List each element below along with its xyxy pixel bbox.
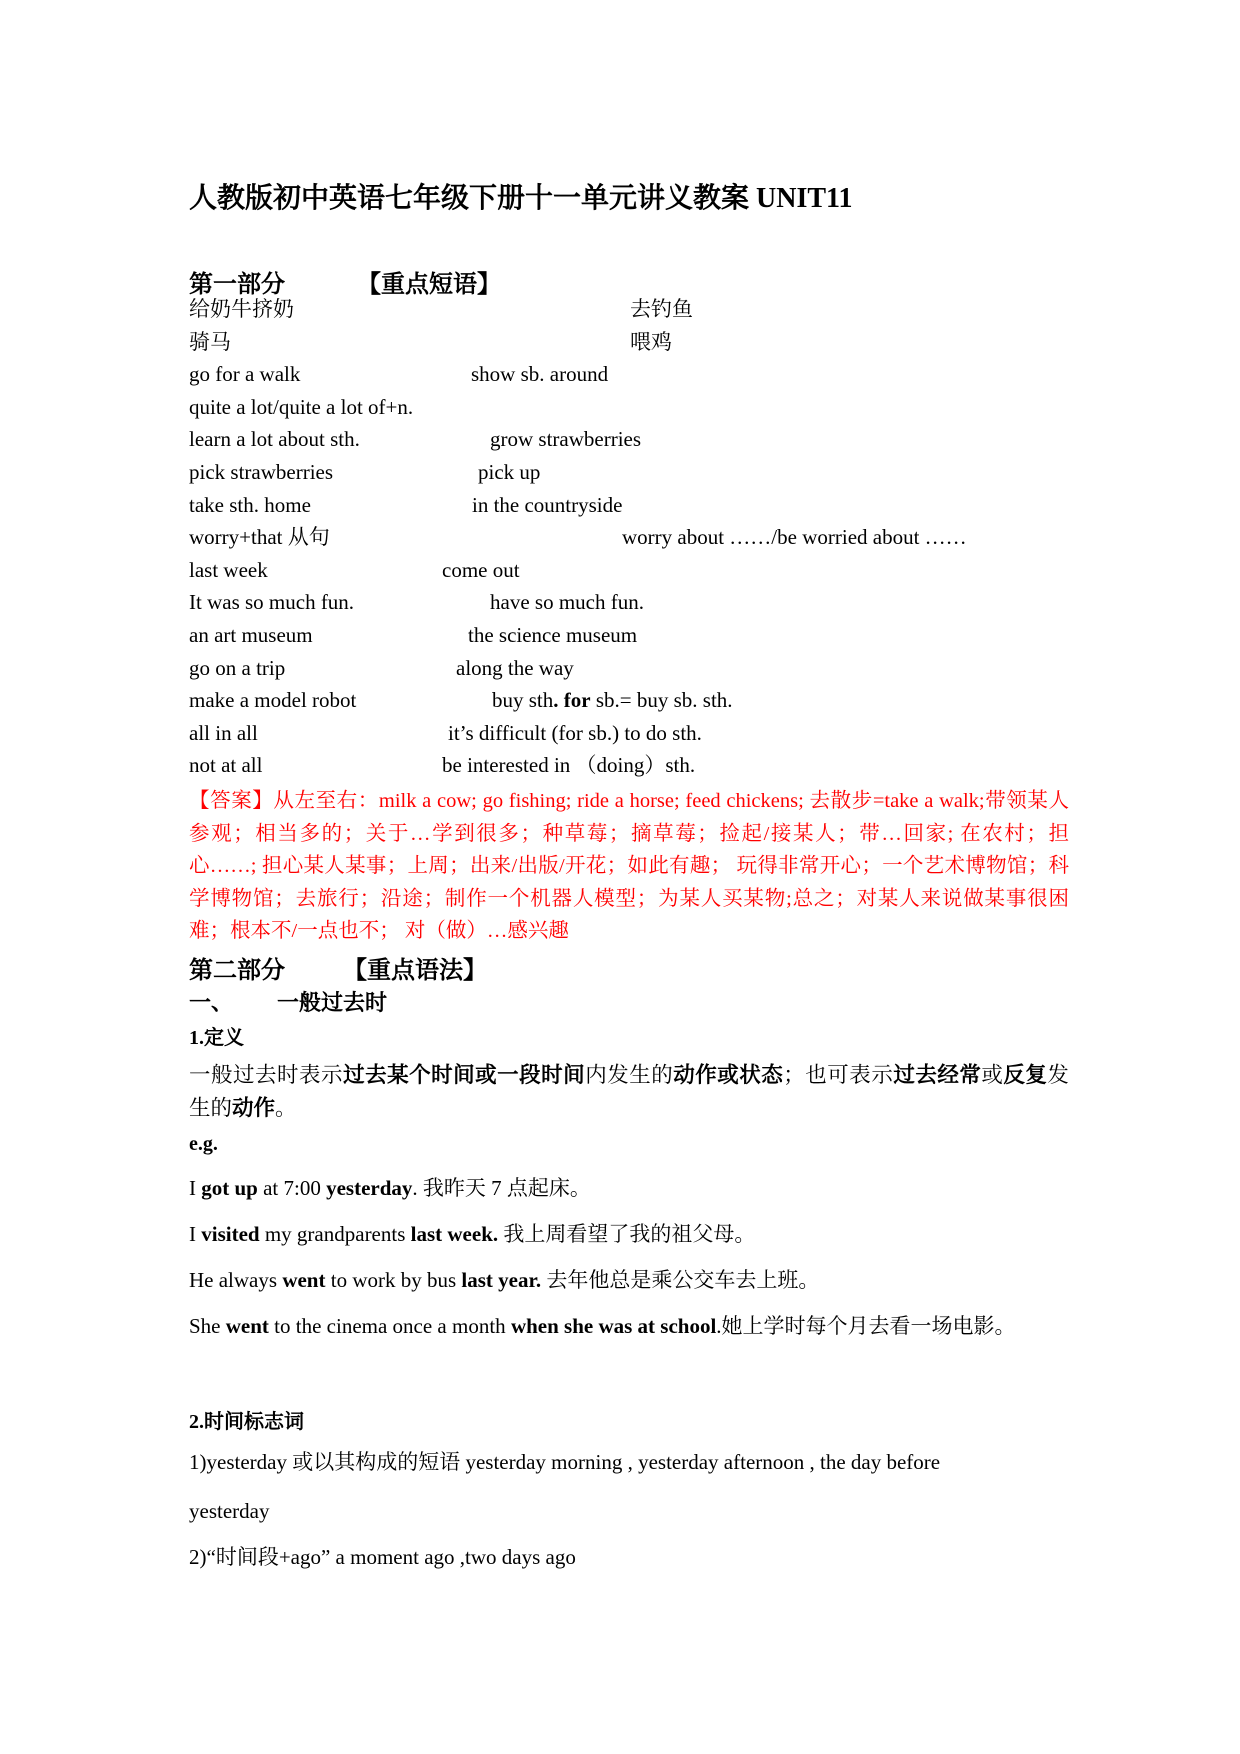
phrase-left: all in all <box>189 720 258 745</box>
phrase-right: grow strawberries <box>490 427 642 452</box>
example-sentence <box>189 1311 1016 1341</box>
definition-text: 一般过去时表示 <box>189 1063 344 1087</box>
phrase-row <box>189 554 1069 587</box>
definition-bold: 过去经常 <box>893 1063 982 1087</box>
example-text: I <box>189 1222 202 1246</box>
part-two-bracket: 【重点语法】 <box>343 958 487 984</box>
phrase-row <box>189 391 1069 424</box>
phrase-row <box>189 456 1069 489</box>
definition-paragraph <box>189 1059 1069 1125</box>
phrase-right: 去钓鱼 <box>630 297 693 321</box>
phrase-row <box>189 586 1069 619</box>
time-words-heading: 2.时间标志词 <box>189 1411 304 1433</box>
example-text: . 我昨天 7 点起床。 <box>412 1176 591 1200</box>
example-text: to the cinema once a month <box>268 1314 511 1338</box>
phrase-right: it’s difficult (for sb.) to do sth. <box>448 720 702 745</box>
phrase-left: pick strawberries <box>189 459 334 484</box>
phrase-right: in the countryside <box>472 492 623 517</box>
part-two-label: 第二部分 <box>189 958 285 984</box>
phrase-row <box>189 326 1069 359</box>
example-sentence <box>189 1173 591 1203</box>
part-one-bracket: 【重点短语】 <box>357 272 501 298</box>
phrase-left: go on a trip <box>189 655 286 680</box>
example-text: .她上学时每个月去看一场电影。 <box>716 1314 1016 1338</box>
example-text: 我上周看望了我的祖父母。 <box>498 1222 756 1246</box>
example-text: to work by bus <box>325 1268 462 1292</box>
definition-heading: 1.定义 <box>189 1027 244 1049</box>
phrase-left: an art museum <box>189 622 313 647</box>
phrase-right: have so much fun. <box>490 590 644 615</box>
phrase-row <box>189 684 1069 717</box>
phrase-row <box>189 293 1069 326</box>
phrase-right-part: sb.= buy sb. sth. <box>590 688 733 713</box>
phrase-right <box>492 684 733 717</box>
phrase-row <box>189 749 1069 782</box>
phrase-right: along the way <box>456 655 574 680</box>
phrase-row <box>189 652 1069 685</box>
phrase-row <box>189 619 1069 652</box>
definition-bold: 动作 <box>232 1096 276 1120</box>
phrase-list <box>189 293 1069 782</box>
phrase-left: make a model robot <box>189 688 357 713</box>
example-text: She <box>189 1314 226 1338</box>
example-text: 去年他总是乘公交车去上班。 <box>541 1268 820 1292</box>
phrase-left: worry+that 从句 <box>189 525 330 550</box>
phrase-right: worry about ……/be worried about …… <box>622 525 967 550</box>
phrase-row <box>189 521 1069 554</box>
answer-paragraph: 【答案】从左至右：milk a cow; go fishing; ride a horse; feed chickens; 去散步=take a walk;带领某人参观；相当多的；关于…学到很多；种草莓；摘草莓；捡起/接某人；带…回家; 在农村；担心……; 担心某人某事；上周；出来/出版/开花；如此有趣； 玩得非常开心；一个艺术博物馆；科学博物馆；去旅行；沿途；制作一个机器人模型；为某人买某物;总之；对某人来说做某事很困难；根本不/一点也不； 对（做）…感兴趣 <box>189 790 1069 943</box>
example-text: at 7:00 <box>257 1176 327 1200</box>
example-sentence <box>189 1219 755 1249</box>
phrase-right: 喂鸡 <box>630 329 672 354</box>
phrase-row <box>189 358 1069 391</box>
example-text: I <box>189 1176 202 1200</box>
definition-text: 或 <box>981 1063 1004 1087</box>
example-sentence <box>189 1265 819 1295</box>
phrase-left: It was so much fun. <box>189 590 355 615</box>
time-words-line: yesterday <box>189 1499 270 1523</box>
example-bold: got up <box>201 1176 258 1200</box>
example-bold: went <box>225 1314 269 1338</box>
phrase-left: go for a walk <box>189 362 301 387</box>
grammar-section-title: 一般过去时 <box>277 990 388 1015</box>
phrase-left: not at all <box>189 753 263 778</box>
part-two-heading <box>189 950 487 985</box>
grammar-section-number: 一、 <box>189 990 234 1015</box>
phrase-left: 给奶牛挤奶 <box>189 297 294 321</box>
definition-text: ；也可表示 <box>783 1063 894 1087</box>
definition-text: 。 <box>275 1096 297 1120</box>
phrase-right: show sb. around <box>471 362 609 387</box>
phrase-left: take sth. home <box>189 492 311 517</box>
example-bold: visited <box>201 1222 260 1246</box>
example-label: e.g. <box>189 1133 218 1155</box>
phrase-left: quite a lot/quite a lot of+n. <box>189 394 414 419</box>
phrase-row <box>189 489 1069 522</box>
definition-text: 发生的 <box>189 1063 1069 1120</box>
phrase-left: 骑马 <box>189 329 231 354</box>
example-bold: yesterday <box>326 1176 413 1200</box>
definition-bold: 过去某个时间或一段时间 <box>343 1063 586 1087</box>
time-words-line: 2)“时间段+ago” a moment ago ,two days ago <box>189 1545 576 1569</box>
phrase-right-part: buy sth <box>492 688 554 713</box>
phrase-row <box>189 717 1069 750</box>
example-text: my grandparents <box>259 1222 411 1246</box>
example-bold: went <box>282 1268 326 1292</box>
example-bold: last week. <box>410 1222 499 1246</box>
definition-bold: 反复 <box>1003 1063 1048 1087</box>
phrase-left: learn a lot about sth. <box>189 427 360 452</box>
example-bold: when she was at school <box>510 1314 717 1338</box>
definition-bold: 动作或状态 <box>673 1063 784 1087</box>
phrase-right: pick up <box>478 459 541 484</box>
document-title: 人教版初中英语七年级下册十一单元讲义教案 UNIT11 <box>189 183 853 214</box>
example-bold: last year. <box>461 1268 542 1292</box>
phrase-left: last week <box>189 557 268 582</box>
part-one-label: 第一部分 <box>189 272 285 298</box>
phrase-right: come out <box>442 557 520 582</box>
example-text: He always <box>189 1268 283 1292</box>
phrase-row <box>189 423 1069 456</box>
phrase-right: the science museum <box>468 622 638 647</box>
definition-text: 内发生的 <box>585 1063 674 1087</box>
phrase-right-bold: . for <box>553 688 591 713</box>
phrase-right: be interested in （doing）sth. <box>442 753 696 778</box>
time-words-line: 1)yesterday 或以其构成的短语 yesterday morning , yesterday afternoon , the day before <box>189 1450 941 1474</box>
